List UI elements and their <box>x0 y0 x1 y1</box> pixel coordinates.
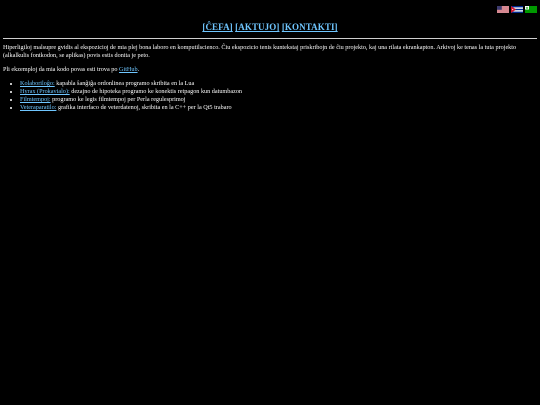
list-item <box>20 88 537 96</box>
project-description: programo ke legis filmtempoj per Perla regulesprimoj <box>50 96 186 103</box>
list-item <box>20 80 537 88</box>
nav-link-news[interactable]: [AKTUJO] <box>235 22 280 32</box>
project-description: kapabla ŝanĝiĝa ordonlinea programo skribita en la Lua <box>54 80 195 87</box>
us-flag-icon[interactable] <box>497 6 509 13</box>
cuba-flag-icon[interactable] <box>511 6 523 13</box>
project-description: dezajno de hipoteka programo ke konektis retpagon kun datumbazon <box>69 88 243 95</box>
project-link-veteraparatilo[interactable]: Veteraparatilo: <box>20 104 57 111</box>
github-paragraph <box>3 66 537 74</box>
nav-link-contact[interactable]: [KONTAKTI] <box>281 22 338 32</box>
nav-link-home[interactable]: [ĈEFA] <box>202 22 233 32</box>
language-switcher <box>497 6 537 13</box>
project-description: grafika interfaco de veterdatenoj, skribita en la C++ per la Qt5 trabaro <box>56 104 232 111</box>
project-link-filmtempoj[interactable]: Filmtempoj: <box>20 96 51 103</box>
main-nav <box>0 22 540 32</box>
github-prefix: Pli ekzemploj da mia kodo povas esti trova po <box>3 66 119 73</box>
esperanto-flag-icon[interactable] <box>525 6 537 13</box>
intro-paragraph: Hiperligiloj malsupre gvidis al ekspozicioj de mia plej bona laboro en komputilscienco. Ĉiu ekspozicio tenis kuntekstaj priskribojn de ĉiu projekto, kaj una rilata ekrankapton. Arkivoj ke tenas la tuta projekto (alkalkulis fontkodon, se aplikas) povis estis donita je peto. <box>3 44 517 59</box>
github-suffix: . <box>137 66 140 73</box>
project-link-hyrax[interactable]: Hyrax (Prokavialo): <box>20 88 70 95</box>
github-link[interactable]: GitHub <box>119 66 138 73</box>
divider <box>3 38 537 39</box>
project-list <box>3 80 537 112</box>
project-link-kolaboriloĝo[interactable]: Kolaboriloĝo: <box>20 80 55 87</box>
list-item <box>20 104 537 112</box>
main-content <box>3 44 537 112</box>
list-item <box>20 96 537 104</box>
